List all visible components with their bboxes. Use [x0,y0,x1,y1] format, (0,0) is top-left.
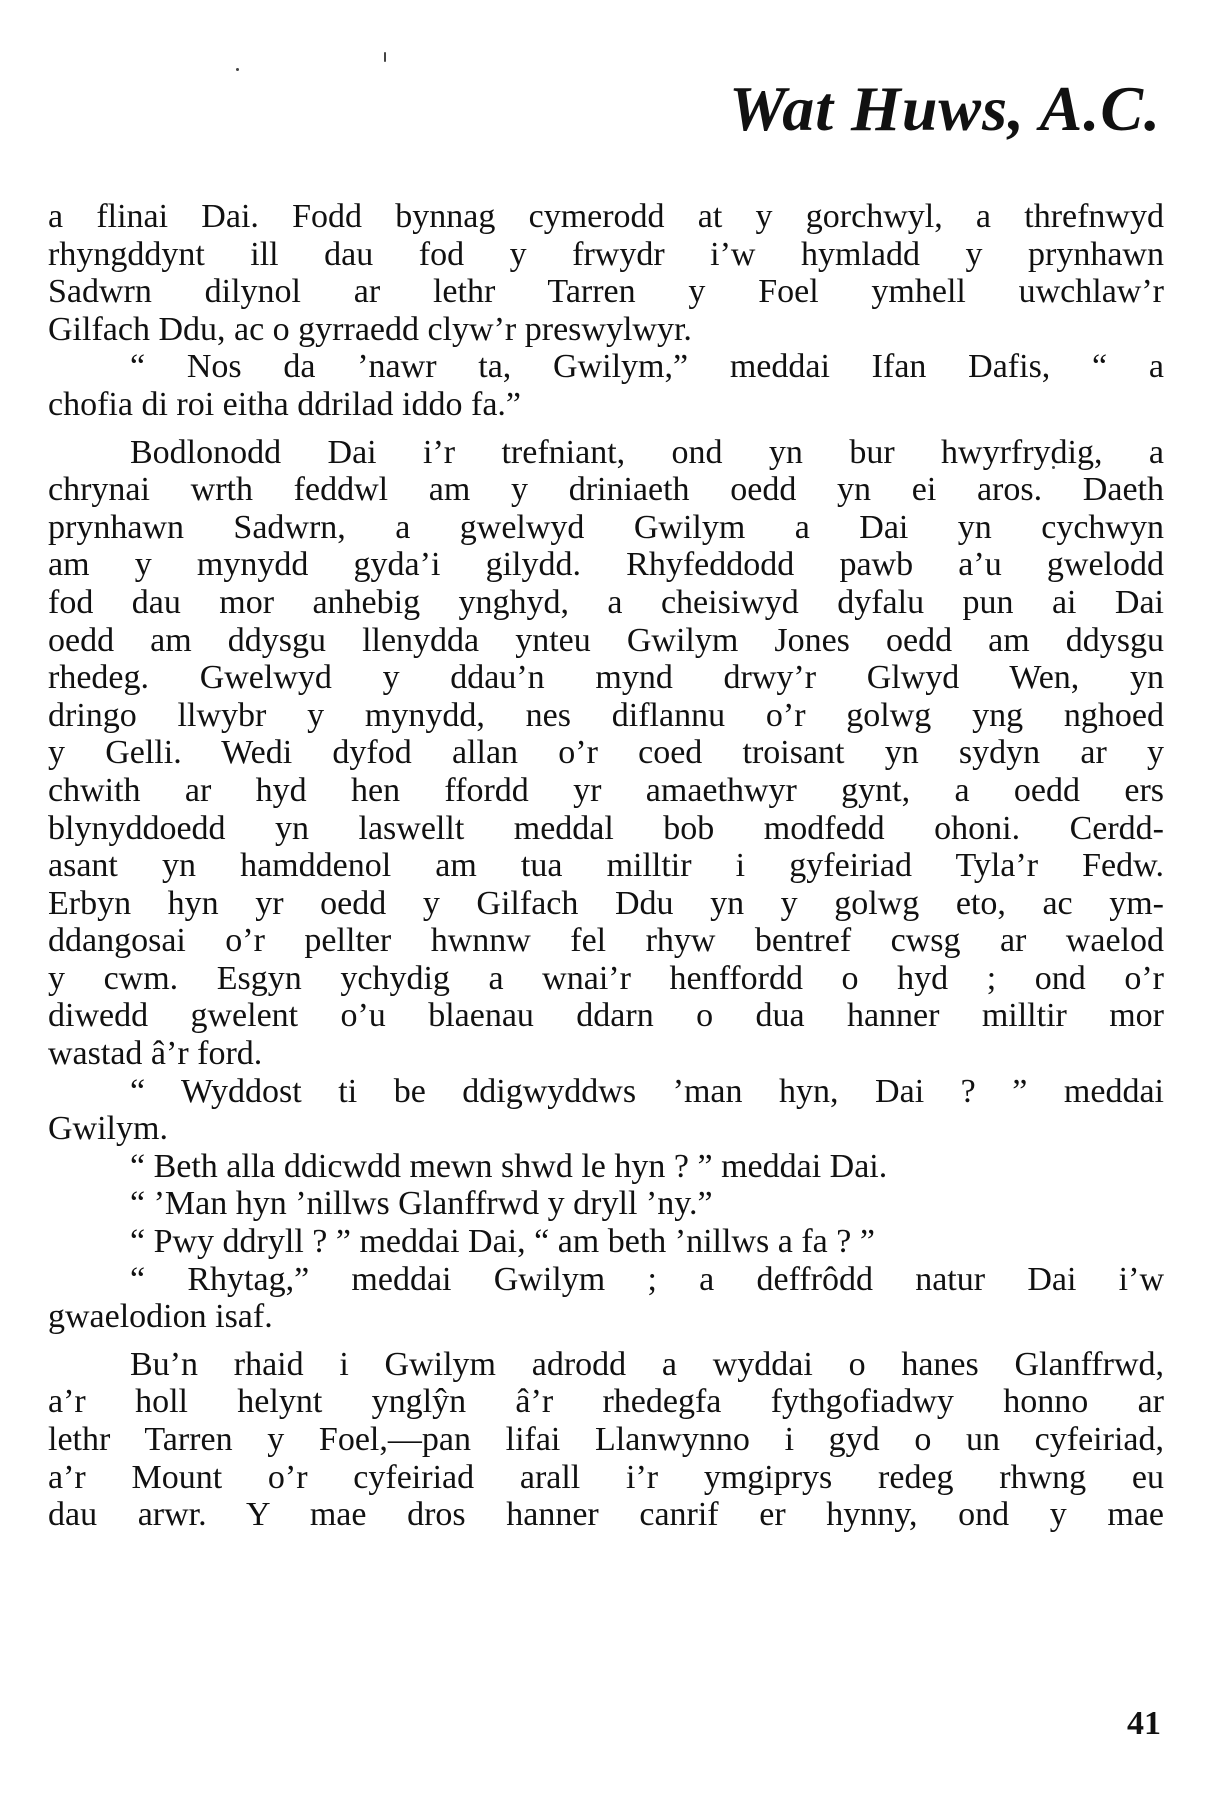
running-head: Wat Huws, A.C. [729,73,1161,144]
paragraph-gap [48,424,1164,434]
text-line: “ Pwy ddryll ? ” meddai Dai, “ am beth ’nillws a fa ? ” [130,1223,875,1261]
text-line: “ Beth alla ddicwdd mewn shwd le hyn ? ” meddai Dai. [130,1147,888,1185]
text-line: diwedd gwelent o’u blaenau ddarn o dua hanner milltir mor [48,997,1164,1035]
text-line: y cwm. Esgyn ychydig a wnai’r henffordd o hyd ; ond o’r [48,959,1164,997]
text-line: wastad â’r ford. [48,1035,263,1073]
text-line: chwith ar hyd hen ffordd yr amaethwyr gynt, a oedd ers [48,771,1164,809]
text-line: Sadwrn dilynol ar lethr Tarren y Foel ymhell uwchlaw’r [48,273,1164,311]
text-line: Gilfach Ddu, ac o gyrraedd clyw’r preswylwyr. [48,310,692,348]
text-line: a’r Mount o’r cyfeiriad arall i’r ymgiprys redeg rhwng eu [48,1458,1164,1496]
text-line: Bu’n rhaid i Gwilym adrodd a wyddai o hanes Glanffrwd, [130,1345,1164,1383]
paragraph-gap [48,1336,1164,1346]
text-line: “ Nos da ’nawr ta, Gwilym,” meddai Ifan Dafis, “ a [130,348,1164,386]
text-line: a’r holl helynt ynglŷn â’r rhedegfa fythgofiadwy honno ar [48,1383,1164,1421]
text-line: “ Rhytag,” meddai Gwilym ; a deffrôdd natur Dai i’w [130,1260,1164,1298]
text-line: fod dau mor anhebig ynghyd, a cheisiwyd dyfalu pun ai Dai [48,583,1164,621]
text-line: blynyddoedd yn laswellt meddal bob modfedd ohoni. Cerdd- [48,809,1164,847]
text-line: lethr Tarren y Foel,—pan lifai Llanwynno i gyd o un cyfeiriad, [48,1421,1164,1458]
print-speck [236,68,239,71]
text-line: dringo llwybr y mynydd, nes diflannu o’r golwg yng nghoed [48,696,1164,734]
text-line: rhedeg. Gwelwyd y ddau’n mynd drwy’r Glwyd Wen, yn [48,659,1164,697]
text-line: dau arwr. Y mae dros hanner canrif er hynny, ond y mae [48,1496,1164,1534]
text-line: Bodlonodd Dai i’r trefniant, ond yn bur hwyrfrydig, a [130,433,1164,471]
text-line: ddangosai o’r pellter hwnnw fel rhyw bentref cwsg ar waelod [48,922,1164,960]
text-line: Gwilym. [48,1110,168,1148]
text-line: prynhawn Sadwrn, a gwelwyd Gwilym a Dai yn cychwyn [48,508,1164,546]
text-line: chofia di roi eitha ddrilad iddo fa.” [48,385,521,423]
text-line: Erbyn hyn yr oedd y Gilfach Ddu yn y golwg eto, ac ym- [48,884,1164,922]
text-line: y Gelli. Wedi dyfod allan o’r coed troisant yn sydyn ar y [48,734,1164,772]
text-line: gwaelodion isaf. [48,1298,273,1336]
text-line: “ Wyddost ti be ddigwyddws ’man hyn, Dai ? ” meddai [130,1072,1164,1110]
page-number: 41 [1127,1705,1161,1742]
text-line: rhyngddynt ill dau fod y frwydr i’w hymladd y prynhawn [48,235,1164,273]
text-line: “ ’Man hyn ’nillws Glanffrwd y dryll ’ny.” [130,1185,713,1223]
text-line: oedd am ddysgu llenydda ynteu Gwilym Jones oedd am ddysgu [48,621,1164,659]
text-line: a flinai Dai. Fodd bynnag cymerodd at y gorchwyl, a threfnwyd [48,198,1164,235]
body-text [48,198,1164,1534]
text-line: chrynai wrth feddwl am y driniaeth oedd yn ei aros. Daeth [48,471,1164,509]
text-line: asant yn hamddenol am tua milltir i gyfeiriad Tyla’r Fedw. [48,847,1164,885]
text-line: am y mynydd gyda’i gilydd. Rhyfeddodd pawb a’u gwelodd [48,546,1164,584]
print-speck [384,52,386,62]
